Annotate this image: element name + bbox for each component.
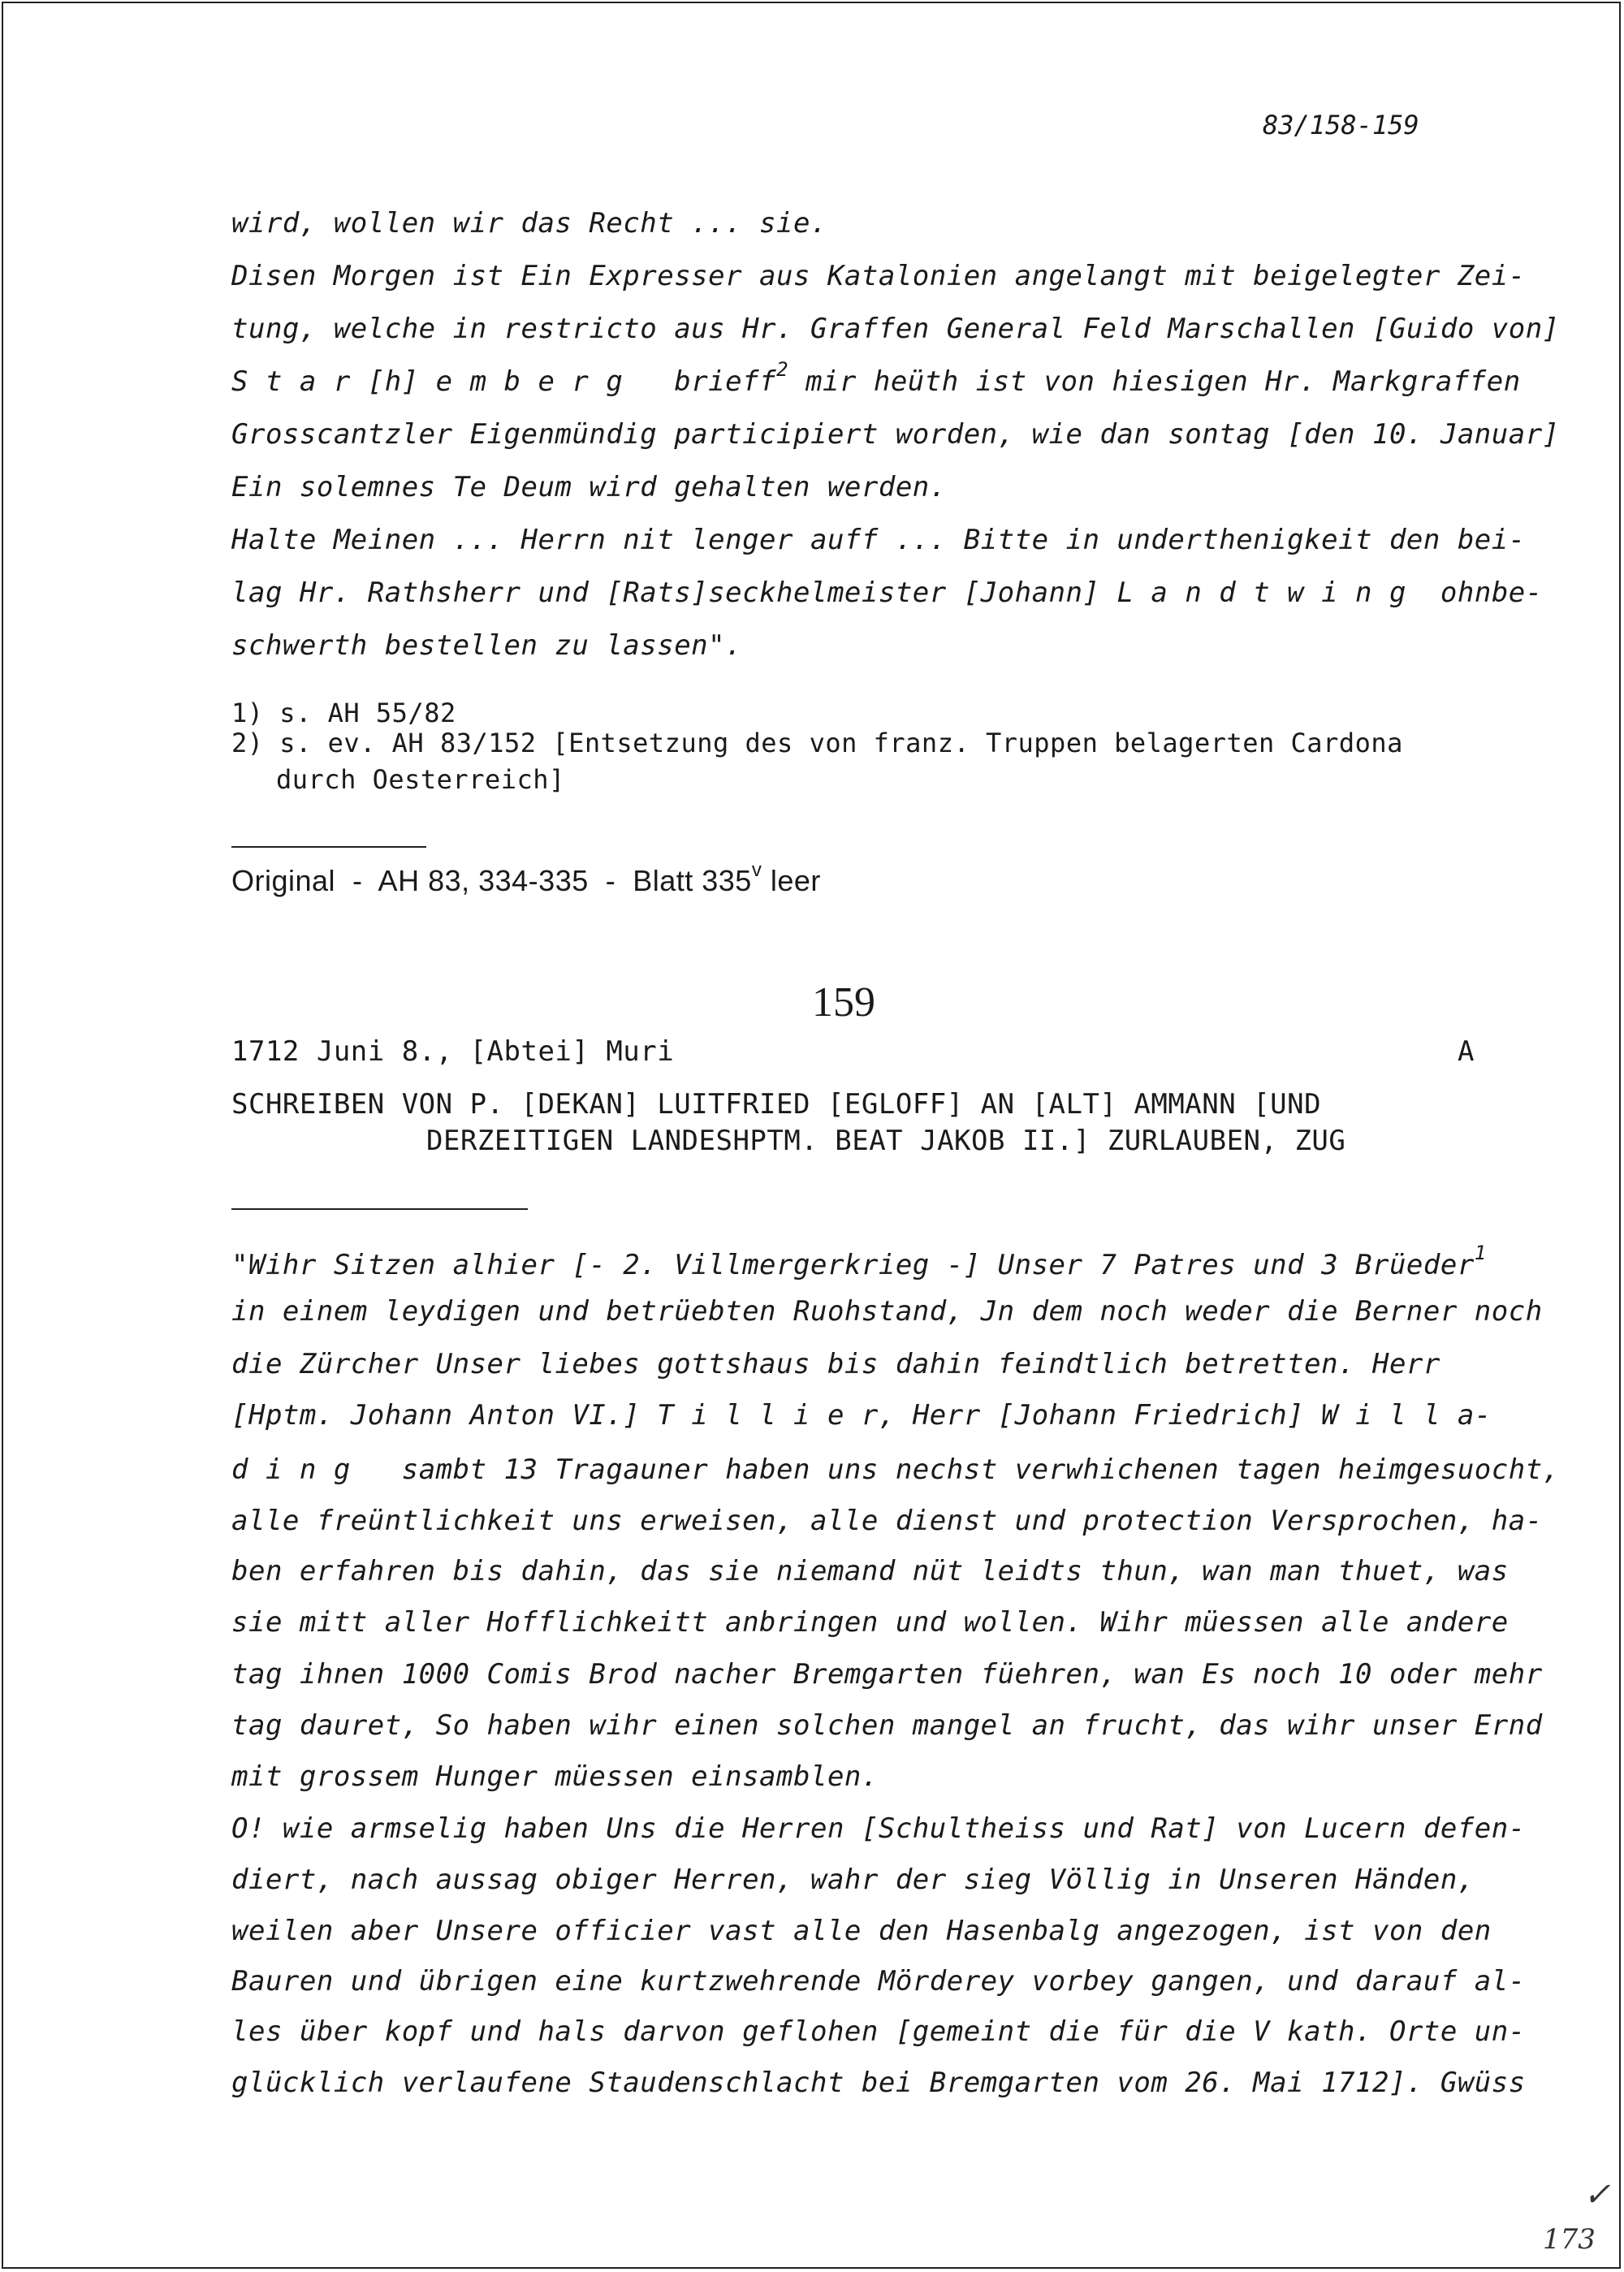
letter2-line: tag dauret, So haben wihr einen solchen mangel an frucht, das wihr unser Ernd: [231, 1709, 1543, 1742]
letter2-line: [Hptm. Johann Anton VI.] T i l l i e r, Herr [Johann Friedrich] W i l l a-: [231, 1399, 1492, 1432]
letter1-line: Grosscantzler Eigenmündig participiert worden, wie dan sontag [den 10. Januar]: [231, 418, 1560, 451]
letter1-line: tung, welche in restricto aus Hr. Graffen General Feld Marschallen [Guido von]: [231, 313, 1560, 345]
footnote-2-cont: durch Oesterreich]: [276, 764, 565, 795]
letter2-line: d i n g sambt 13 Tragauner haben uns nechst verwhichenen tagen heimgesuocht,: [231, 1453, 1560, 1486]
header-rule: [231, 1208, 528, 1210]
letter2-line: mit grossem Hunger müessen einsamblen.: [231, 1760, 879, 1793]
letter2-line: O! wie armselig haben Uns die Herren [Schultheiss und Rat] von Lucern defen-: [231, 1812, 1526, 1845]
letter2-line: "Wihr Sitzen alhier [- 2. Villmergerkrieg -] Unser 7 Patres und 3 Brüeder$^1$: [231, 1242, 1487, 1281]
letter1-line-landtwing: lag Hr. Rathsherr und [Rats]seckhelmeister [Johann] L a n d t w i n g ohnbe-: [231, 577, 1543, 609]
footnote-2: 2) s. ev. AH 83/152 [Entsetzung des von franz. Truppen belagerten Cardona: [231, 728, 1403, 758]
footnote-1: 1) s. AH 55/82: [231, 698, 456, 728]
doc-title-line1: SCHREIBEN VON P. [DEKAN] LUITFRIED [EGLOFF] AN [ALT] AMMANN [UND: [231, 1088, 1322, 1121]
letter1-line: Ein solemnes Te Deum wird gehalten werden.: [231, 471, 947, 503]
letter2-line: ben erfahren bis dahin, das sie niemand nüt leidts thun, wan man thuet, was: [231, 1555, 1509, 1587]
letter2-line: les über kopf und hals darvon geflohen [gemeint die für die V kath. Orte un-: [231, 2015, 1526, 2048]
letter1-line: Halte Meinen ... Herrn nit lenger auff ... Bitte in underthenigkeit den bei-: [231, 524, 1526, 556]
original-note: Original - AH 83, 334-335 - Blatt 335$^v$ leer: [231, 859, 821, 897]
letter1-line: Disen Morgen ist Ein Expresser aus Katalonien angelangt mit beigelegter Zei-: [231, 260, 1526, 292]
letter2-line: tag ihnen 1000 Comis Brod nacher Bremgarten füehren, wan Es noch 10 oder mehr: [231, 1658, 1543, 1691]
letter2-line: die Zürcher Unser liebes gottshaus bis dahin feindtlich betretten. Herr: [231, 1348, 1440, 1380]
letter2-line: glücklich verlaufene Staudenschlacht bei Bremgarten vom 26. Mai 1712]. Gwüss: [231, 2067, 1526, 2099]
letter2-line: alle freüntlichkeit uns erweisen, alle dienst und protection Versprochen, ha-: [231, 1505, 1543, 1537]
name-landtwing: L a n d t w i n g: [1116, 577, 1406, 609]
name-starhemberg: S t a r [h] e m b e r g: [231, 365, 624, 398]
letter1-line: schwerth bestellen zu lassen".: [231, 629, 743, 662]
letter2-line: weilen aber Unsere officier vast alle den Hasenbalg angezogen, ist von den: [231, 1915, 1492, 1947]
letter1-line: wird, wollen wir das Recht ... sie.: [231, 207, 827, 240]
letter1-line-starhemberg: S t a r [h] e m b e r g brieff$^2$ mir heüth ist von hiesigen Hr. Markgraffen: [231, 358, 1521, 398]
letter2-line: sie mitt aller Hofflichkeitt anbringen und wollen. Wihr müessen alle andere: [231, 1606, 1509, 1639]
footnote-ref-1: 1: [1474, 1242, 1487, 1264]
doc-title-line2: DERZEITIGEN LANDESHPTM. BEAT JAKOB II.] ZURLAUBEN, ZUG: [426, 1125, 1346, 1157]
handwritten-page-number: 173: [1543, 2223, 1596, 2256]
name-tillier: T i l l i e r,: [657, 1399, 896, 1432]
letter2-line: Bauren und übrigen eine kurtzwehrende Mörderey vorbey gangen, und darauf al-: [231, 1965, 1526, 1998]
footnote-ref-2: 2: [776, 358, 789, 381]
date-place: 1712 Juni 8., [Abtei] Muri: [231, 1035, 675, 1068]
document-number: 159: [812, 979, 875, 1026]
letter2-line: diert, nach aussag obiger Herren, wahr der sieg Völlig in Unseren Händen,: [231, 1864, 1475, 1896]
checkmark-icon: ✓: [1583, 2176, 1611, 2214]
letter2-line: in einem leydigen und betrüebten Ruohstand, Jn dem noch weder die Berner noch: [231, 1295, 1543, 1328]
page-reference: 83/158-159: [1263, 110, 1419, 140]
marker-a: A: [1458, 1035, 1475, 1068]
footnote-rule: [231, 846, 426, 848]
name-willading: W i l l a-: [1321, 1399, 1492, 1432]
